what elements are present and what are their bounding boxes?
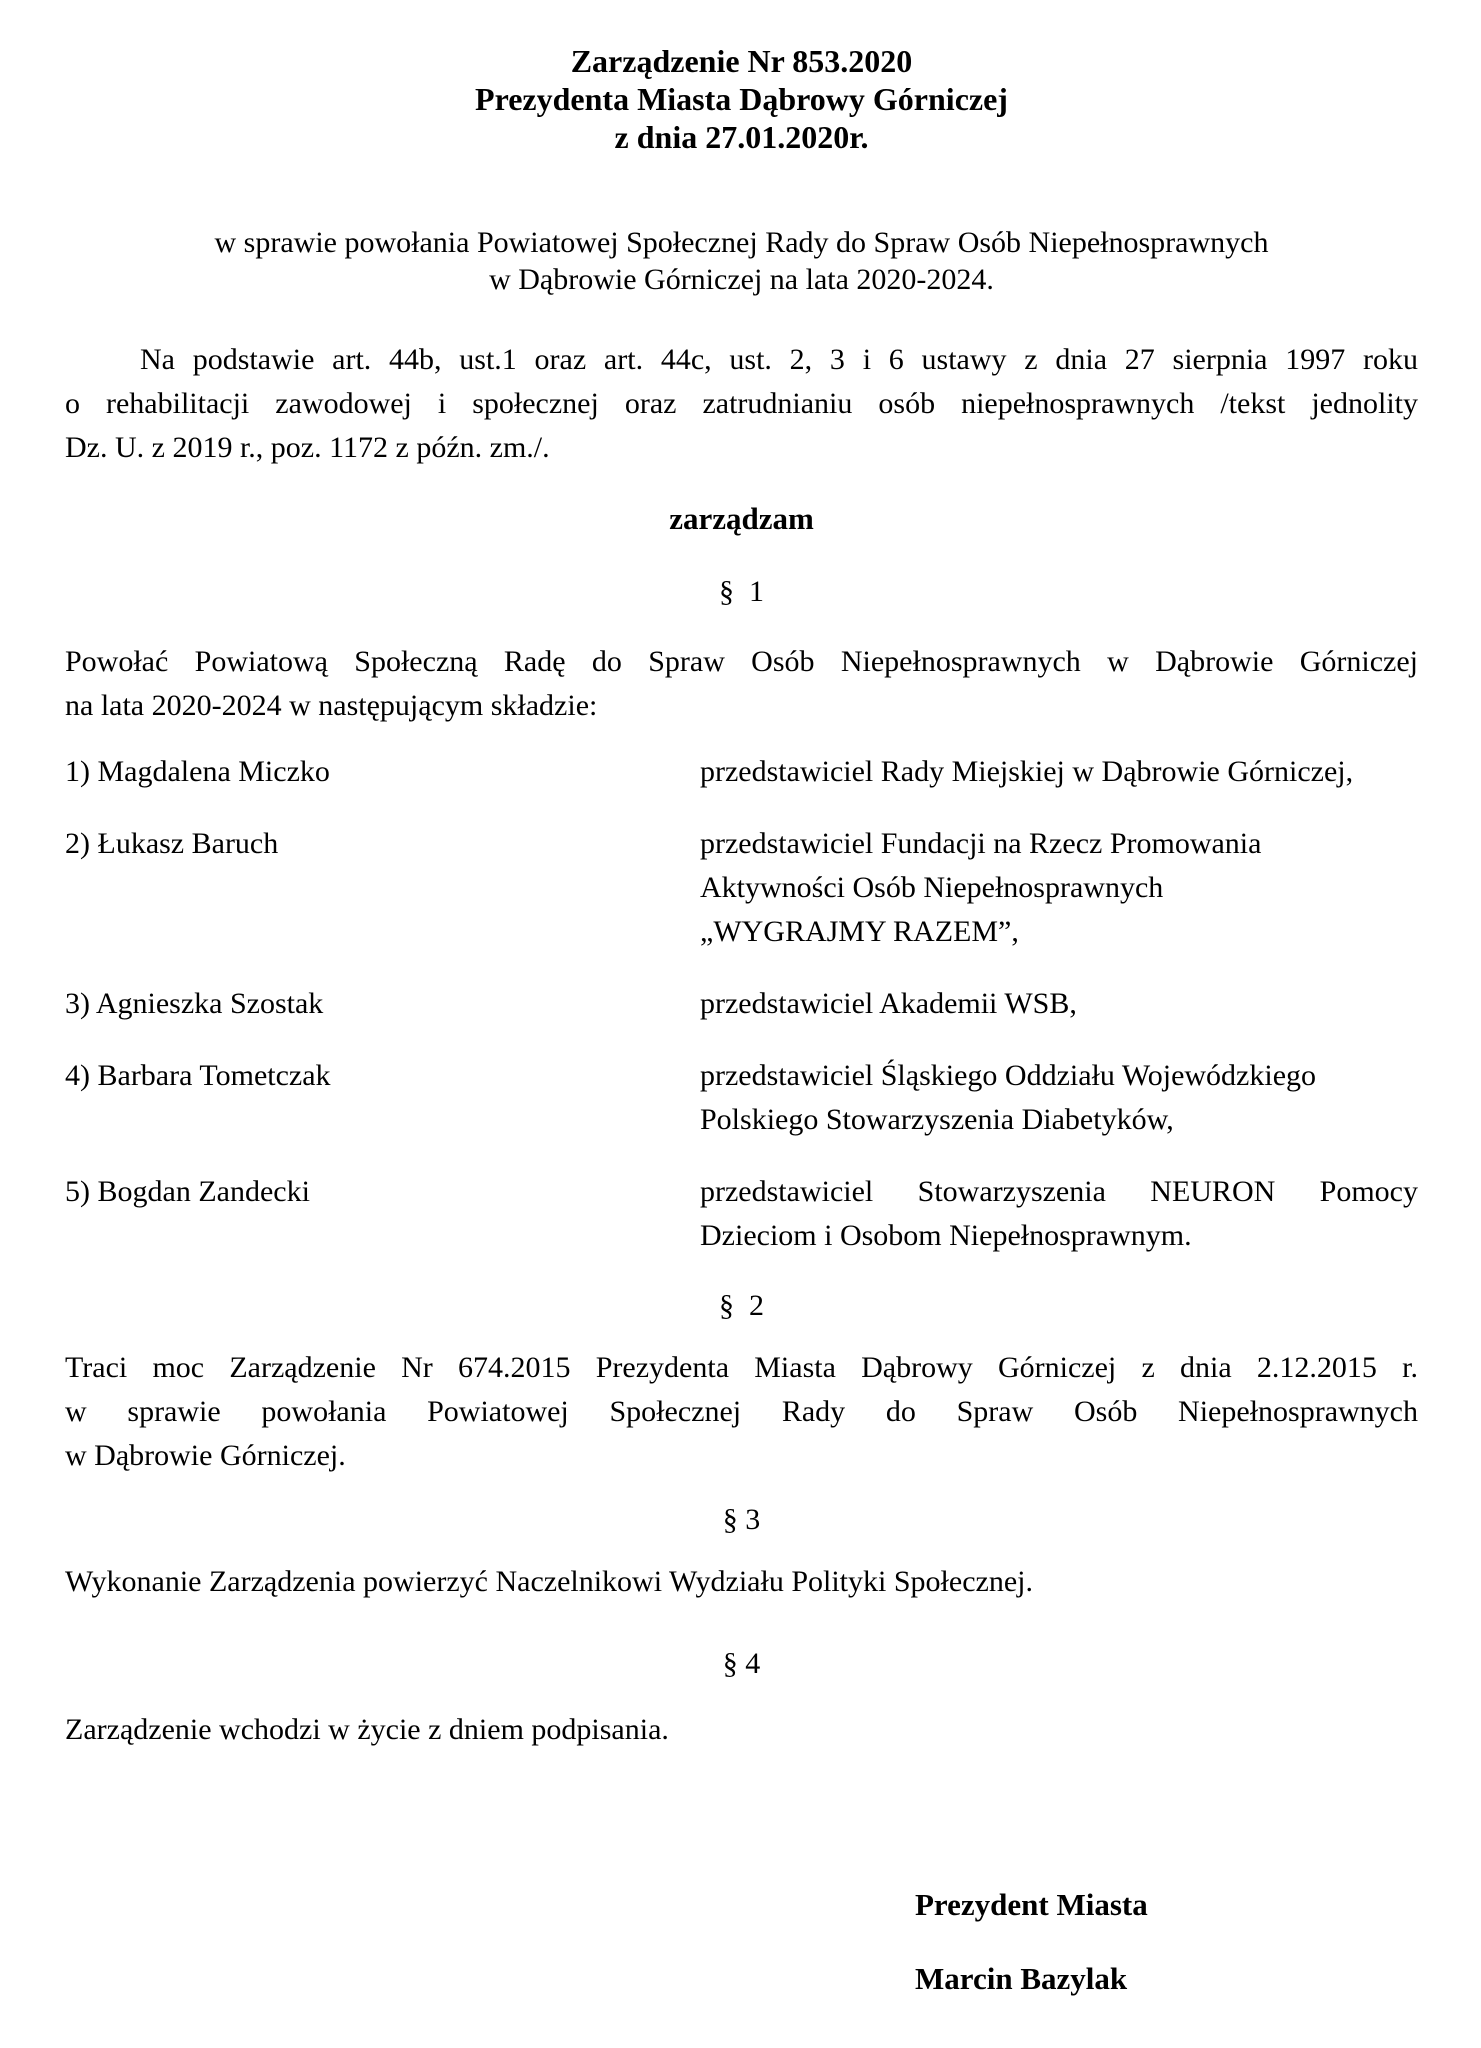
member-4-role-line-1: przedstawiciel Śląskiego Oddziału Wojewódzkiego xyxy=(700,1059,1317,1092)
member-1-role xyxy=(700,750,1418,794)
member-1-role-line-1: przedstawiciel Rady Miejskiej w Dąbrowie Górniczej, xyxy=(700,755,1354,788)
member-3-role-line-1: przedstawiciel Akademii WSB, xyxy=(700,987,1077,1020)
signature-role: Prezydent Miasta xyxy=(915,1887,1148,1922)
section-1-intro-line-2: na lata 2020-2024 w następującym składzie: xyxy=(65,689,598,722)
title-line-1: Zarządzenie Nr 853.2020 xyxy=(570,43,913,79)
signature-name: Marcin Bazylak xyxy=(915,1961,1128,1996)
section-1-label: § 1 xyxy=(719,575,764,608)
legal-basis-line-1: Na podstawie art. 44b, ust.1 oraz art. 44c, ust. 2, 3 i 6 ustawy z dnia 27 sierpnia 1997 roku xyxy=(140,343,1418,376)
member-3-name: 3) Agnieszka Szostak xyxy=(65,987,324,1020)
member-2-role-line-2: Aktywności Osób Niepełnosprawnych xyxy=(700,871,1164,904)
member-row-5 xyxy=(65,1170,1418,1258)
section-4-line-1: Zarządzenie wchodzi w życie z dniem podpisania. xyxy=(65,1713,669,1746)
members-list xyxy=(65,750,1418,1258)
member-row-2 xyxy=(65,822,1418,954)
member-5-role-line-2: Dzieciom i Osobom Niepełnosprawnym. xyxy=(700,1219,1192,1252)
section-3-line-1: Wykonanie Zarządzenia powierzyć Naczelnikowi Wydziału Polityki Społecznej. xyxy=(65,1565,1033,1598)
section-2-line-3: w Dąbrowie Górniczej. xyxy=(65,1439,346,1472)
member-4-role xyxy=(700,1054,1418,1142)
member-5-role xyxy=(700,1170,1418,1258)
subject-line-1: w sprawie powołania Powiatowej Społecznej Rady do Spraw Osób Niepełnosprawnych xyxy=(214,226,1269,259)
subject-line-2: w Dąbrowie Górniczej na lata 2020-2024. xyxy=(489,263,994,296)
legal-basis-paragraph xyxy=(65,338,1418,470)
section-3-paragraph xyxy=(65,1560,1418,1604)
title-line-2: Prezydenta Miasta Dąbrowy Górniczej xyxy=(475,81,1008,117)
member-row-4 xyxy=(65,1054,1418,1142)
member-2-role-line-3: „WYGRAJMY RAZEM”, xyxy=(700,915,1019,948)
section-2-line-2: w sprawie powołania Powiatowej Społecznej Rady do Spraw Osób Niepełnosprawnych xyxy=(65,1395,1418,1428)
legal-basis-line-2: o rehabilitacji zawodowej i społecznej oraz zatrudnianiu osób niepełnosprawnych /tekst jednolity xyxy=(65,387,1418,420)
member-2-role-line-1: przedstawiciel Fundacji na Rzecz Promowania xyxy=(700,827,1262,860)
member-1-name: 1) Magdalena Miczko xyxy=(65,755,330,788)
title-line-3: z dnia 27.01.2020r. xyxy=(614,119,869,155)
document-title xyxy=(65,42,1418,156)
member-row-1 xyxy=(65,750,1418,794)
member-2-name: 2) Łukasz Baruch xyxy=(65,827,279,860)
member-5-name: 5) Bogdan Zandecki xyxy=(65,1175,310,1208)
member-5-role-line-1: przedstawiciel Stowarzyszenia NEURON Pomocy xyxy=(700,1175,1418,1208)
section-2-line-1: Traci moc Zarządzenie Nr 674.2015 Prezydenta Miasta Dąbrowy Górniczej z dnia 2.12.2015 r. xyxy=(65,1351,1418,1384)
member-2-role xyxy=(700,822,1418,954)
document-subject xyxy=(65,224,1418,298)
signature-block xyxy=(915,1886,1418,1998)
member-row-3 xyxy=(65,982,1418,1026)
section-2-paragraph xyxy=(65,1346,1418,1478)
section-1-intro-line-1: Powołać Powiatową Społeczną Radę do Spraw Osób Niepełnosprawnych w Dąbrowie Górniczej xyxy=(65,645,1418,678)
section-4-label: § 4 xyxy=(722,1647,761,1680)
legal-basis-line-3: Dz. U. z 2019 r., poz. 1172 z późn. zm./. xyxy=(65,431,550,464)
member-4-role-line-2: Polskiego Stowarzyszenia Diabetyków, xyxy=(700,1103,1174,1136)
section-2-label: § 2 xyxy=(719,1289,764,1322)
member-3-role xyxy=(700,982,1418,1026)
decree-heading: zarządzam xyxy=(669,501,814,536)
member-4-name: 4) Barbara Tometczak xyxy=(65,1059,331,1092)
section-3-label: § 3 xyxy=(722,1503,761,1536)
section-1-intro-paragraph xyxy=(65,640,1418,728)
section-4-paragraph xyxy=(65,1708,1418,1752)
